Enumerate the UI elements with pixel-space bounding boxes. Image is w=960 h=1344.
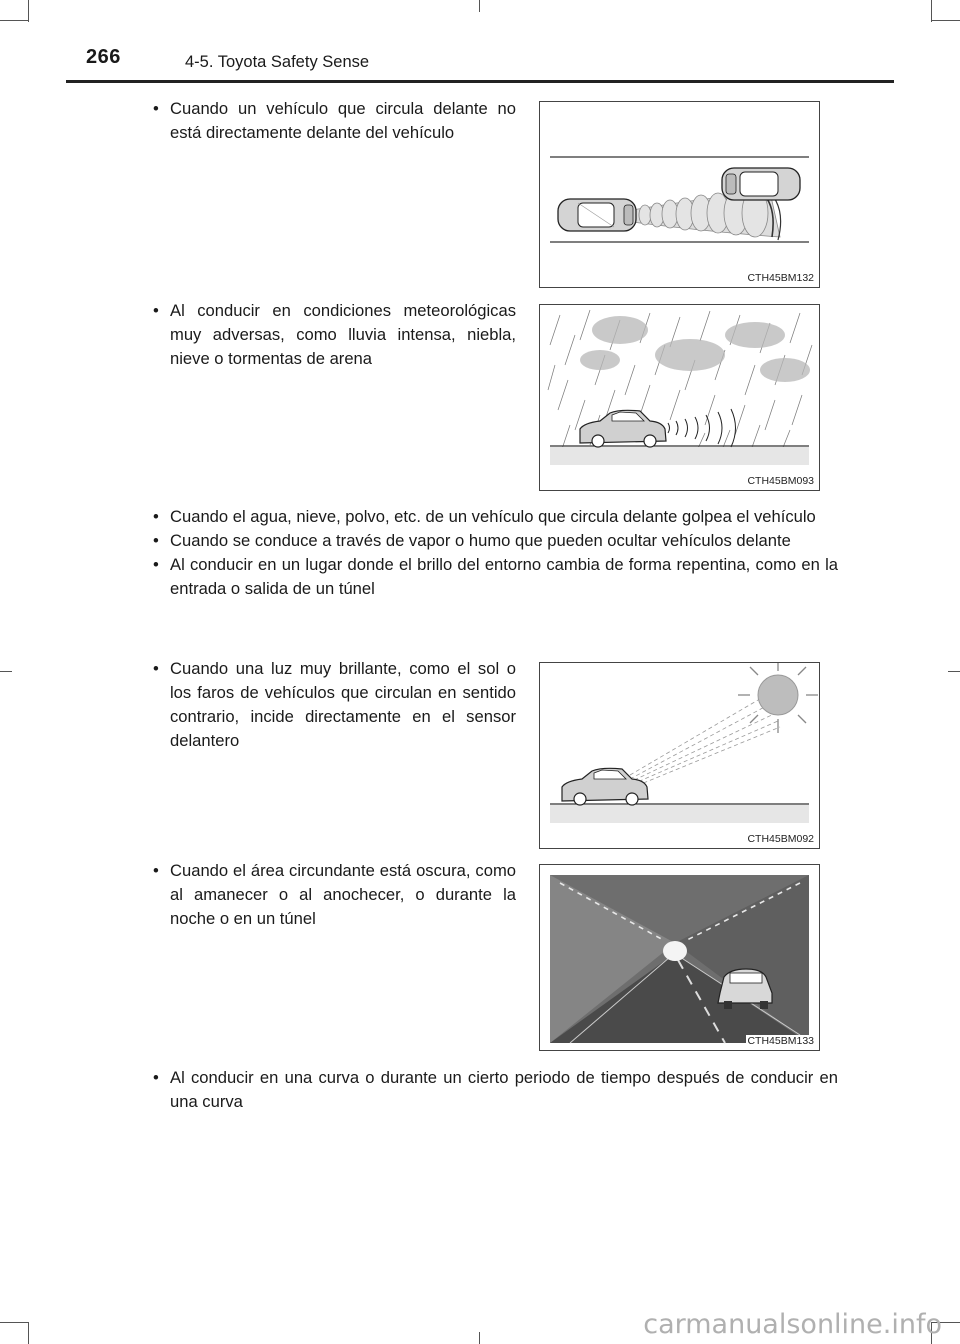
bullet-item: • Al conducir en condiciones meteorológicas muy adversas, como lluvia intensa, niebla, nieve o tormentas de arena [148,299,516,371]
bullet-block-2 [148,299,516,371]
bullet-item: • Cuando una luz muy brillante, como el sol o los faros de vehículos que circulan en sentido contrario, incide directamente en el sensor delantero [148,657,516,753]
watermark: carmanualsonline.info [643,1309,942,1340]
figure-tunnel [539,864,820,1051]
crop-mark [931,0,932,22]
car-side-icon [580,410,666,447]
car-side-icon [562,768,648,805]
header-rule [66,80,894,83]
bullet-item: • Cuando un vehículo que circula delante no está directamente delante del vehículo [148,97,516,145]
cloud-icon [580,316,810,382]
ego-car-icon [558,199,636,231]
sun-icon [738,663,818,733]
crop-mark [0,671,12,672]
figure-code: CTH45BM132 [747,272,814,284]
bullet-item: • Cuando se conduce a través de vapor o humo que pueden ocultar vehículos delante [148,529,838,553]
tunnel-exit-light-icon [663,941,687,961]
figure-offset-vehicle [539,101,820,288]
crop-mark [479,0,480,12]
figure-code: CTH45BM093 [747,475,814,487]
crop-mark [0,20,28,21]
crop-mark [948,671,960,672]
bullet-block-full [148,505,838,601]
figure-adverse-weather [539,304,820,491]
crop-mark [28,1322,29,1344]
section-title: 4-5. Toyota Safety Sense [185,53,370,71]
crop-mark [479,1332,480,1344]
page-number: 266 [86,46,121,68]
bullet-item: • Al conducir en una curva o durante un cierto periodo de tiempo después de conducir en una curva [148,1066,838,1114]
car-rear-icon [718,969,772,1009]
bullet-item: • Cuando el agua, nieve, polvo, etc. de un vehículo que circula delante golpea el vehículo [148,505,838,529]
crop-mark [28,0,29,22]
bullet-block-3 [148,657,516,753]
bullet-block-1 [148,97,516,145]
offset-vehicle-illustration [540,102,820,288]
rain-illustration [540,305,820,491]
tunnel-illustration [540,865,820,1051]
figure-code: CTH45BM133 [747,1035,814,1047]
crop-mark [931,20,960,21]
bullet-block-4 [148,859,516,931]
lead-car-icon [722,168,800,200]
figure-bright-light [539,662,820,849]
bullet-item: • Cuando el área circundante está oscura, como al amanecer o al anochecer, o durante la noche o en un túnel [148,859,516,931]
sun-glare-illustration [540,663,820,849]
figure-code: CTH45BM092 [747,833,814,845]
crop-mark [0,1322,28,1323]
bullet-block-bottom [148,1066,838,1114]
bullet-item: • Al conducir en un lugar donde el brillo del entorno cambia de forma repentina, como en la entrada o salida de un túnel [148,553,838,601]
